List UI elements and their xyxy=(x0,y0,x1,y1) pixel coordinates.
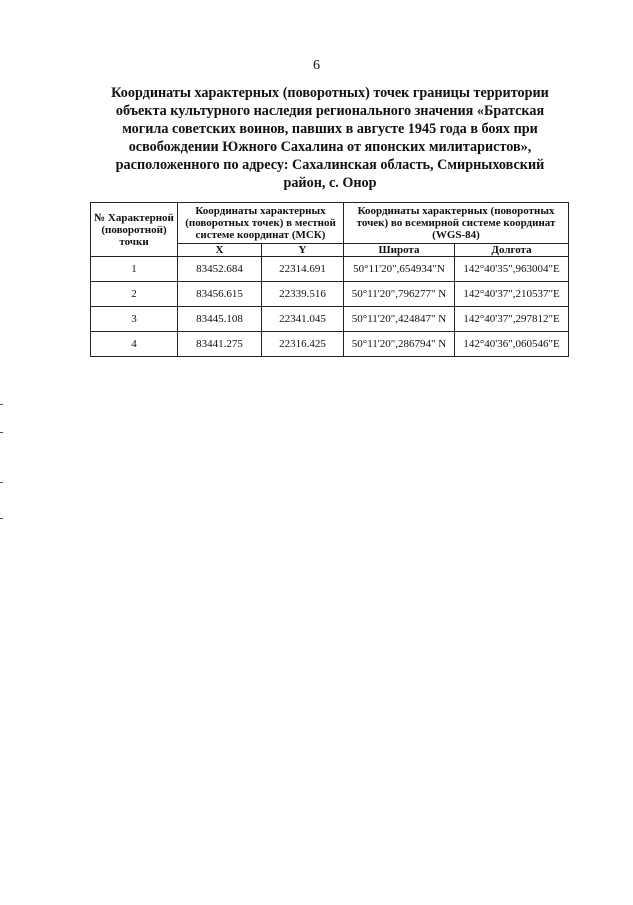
cell-point-number: 4 xyxy=(91,332,178,357)
cell-point-number: 3 xyxy=(91,307,178,332)
table-row xyxy=(91,257,569,282)
cell-longitude: 142°40'37",210537"E xyxy=(455,282,569,307)
header-y: Y xyxy=(262,244,344,257)
title-line-1: Координаты характерных (поворотных) точек границы территории xyxy=(111,85,549,101)
title-line-6: район, с. Онор xyxy=(283,175,377,191)
cell-y: 22314.691 xyxy=(262,257,344,282)
table-row xyxy=(91,332,569,357)
table-row xyxy=(91,282,569,307)
header-x: X xyxy=(178,244,262,257)
cell-latitude: 50°11'20",286794" N xyxy=(344,332,455,357)
title-line-5: расположенного по адресу: Сахалинская область, Смирныховский xyxy=(115,157,545,173)
header-longitude: Долгота xyxy=(455,244,569,257)
cell-longitude: 142°40'35",963004"E xyxy=(455,257,569,282)
cell-x: 83456.615 xyxy=(178,282,262,307)
header-wgs84-coordinates: Координаты характерных (поворотных точек) во всемирной системе координат (WGS-84) xyxy=(344,203,569,244)
header-local-coordinates: Координаты характерных (поворотных точек) в местной системе координат (МСК) xyxy=(178,203,344,244)
coordinates-table xyxy=(90,202,569,357)
scan-margin-mark xyxy=(0,432,3,433)
cell-longitude: 142°40'36",060546"E xyxy=(455,332,569,357)
scan-margin-mark xyxy=(0,482,3,483)
title-line-2: объекта культурного наследия регионального значения «Братская xyxy=(115,103,545,119)
cell-point-number: 1 xyxy=(91,257,178,282)
document-title xyxy=(90,84,570,192)
header-point-number: № Характерной (поворотной) точки xyxy=(91,203,178,257)
page-number: 6 xyxy=(313,58,320,73)
cell-point-number: 2 xyxy=(91,282,178,307)
cell-x: 83452.684 xyxy=(178,257,262,282)
cell-y: 22341.045 xyxy=(262,307,344,332)
scan-margin-mark xyxy=(0,404,3,405)
header-latitude: Широта xyxy=(344,244,455,257)
cell-latitude: 50°11'20",424847" N xyxy=(344,307,455,332)
title-line-3: могила советских воинов, павших в августе 1945 года в боях при xyxy=(122,121,538,137)
cell-y: 22316.425 xyxy=(262,332,344,357)
cell-latitude: 50°11'20",796277" N xyxy=(344,282,455,307)
cell-longitude: 142°40'37",297812"E xyxy=(455,307,569,332)
scan-margin-mark xyxy=(0,518,3,519)
cell-latitude: 50°11'20",654934"N xyxy=(344,257,455,282)
table-row xyxy=(91,307,569,332)
cell-x: 83445.108 xyxy=(178,307,262,332)
cell-x: 83441.275 xyxy=(178,332,262,357)
title-line-4: освобождении Южного Сахалина от японских милитаристов», xyxy=(128,139,532,155)
cell-y: 22339.516 xyxy=(262,282,344,307)
